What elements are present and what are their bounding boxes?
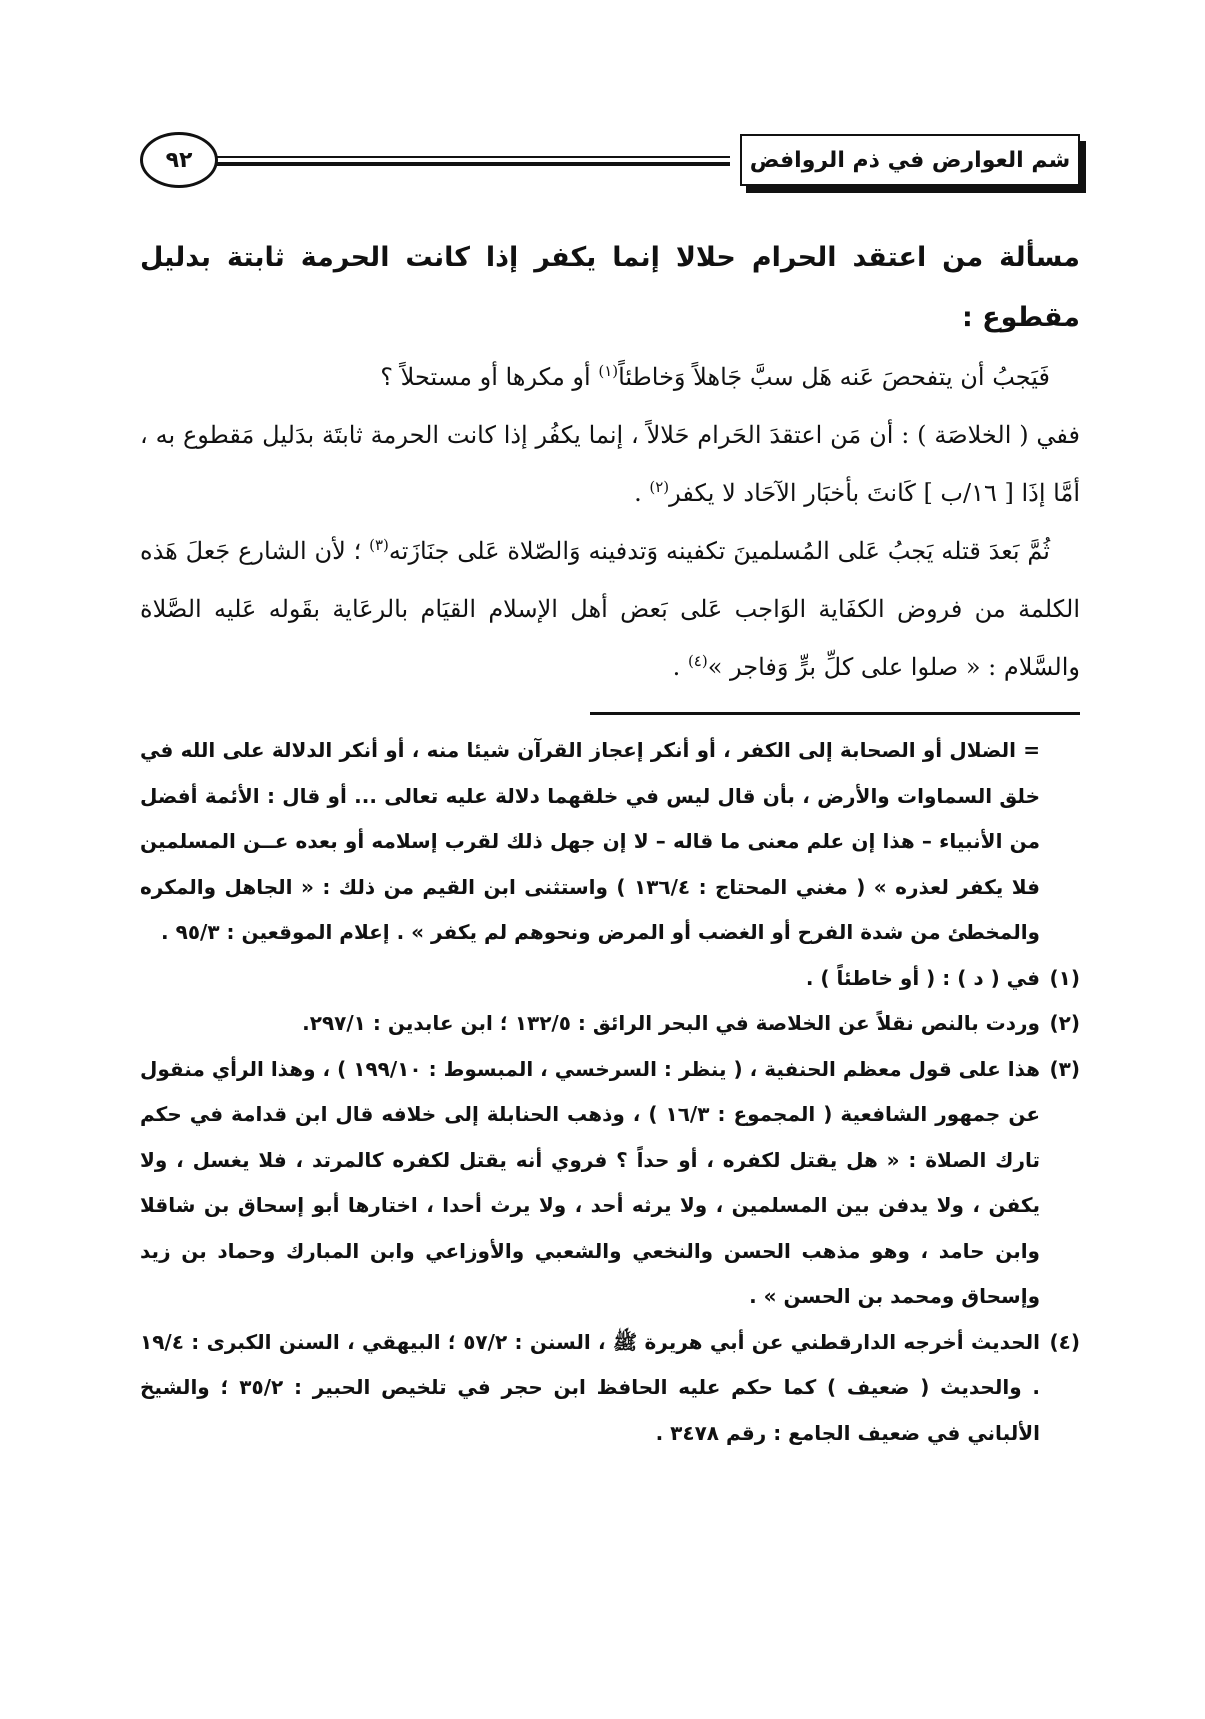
page-number: ٩٢ (165, 147, 193, 173)
footnote-ref-1[interactable]: (١) (598, 362, 619, 380)
footnote-1 (140, 956, 1080, 1002)
footnote-separator (590, 712, 1080, 715)
paragraph-1 (140, 348, 1080, 406)
footnote-1-label: (١) (1049, 965, 1080, 990)
footnote-continuation: = الضلال أو الصحابة إلى الكفر ، أو أنكر إعجاز القرآن شيئا منه ، أو أنكر الدلالة على الله في خلق السماوات والأرض ، بأن قال ليس في خلقهما دلالة عليه تعالى ... أو قال : الأئمة أفضل من الأنبياء – هذا إن علم معنى ما قاله – لا إن جهل ذلك لقرب إسلامه أو بعده عــن المسلمين فلا يكفر لعذره » ( مغني المحتاج : ١٣٦/٤ ) واستثنى ابن القيم من ذلك : « الجاهل والمكره والمخطئ من شدة الفرح أو الغضب أو المرض ونحوهم لم يكفر » . إعلام الموقعين : ٩٥/٣ . (140, 738, 1040, 944)
paragraph-2-text-b: . (634, 479, 650, 507)
footnote-ref-4[interactable]: (٤) (687, 652, 708, 670)
running-title-box (740, 134, 1080, 186)
footnote-2 (140, 1001, 1080, 1047)
paragraph-2-text-a: ففي ( الخلاصَة ) : أن مَن اعتقدَ الحَرام حَلالاً ، إنما يكفُر إذا كانت الحرمة ثابتَة بدَليل مَقطوع به ، أمَّا إذَا [ ١٦/ب ] كَانتَ بأخبَار الآحَاد لا يكفر (140, 421, 1080, 507)
paragraph-3 (140, 522, 1080, 696)
footnote-3-text: هذا على قول معظم الحنفية ، ( ينظر : السرخسي ، المبسوط : ١٩٩/١٠ ) ، وهذا الرأي منقول عن جمهور الشافعية ( المجموع : ١٦/٣ ) ، وذهب الحنابلة إلى خلافه قال ابن قدامة في حكم تارك الصلاة : « هل يقتل لكفره ، أو حداً ؟ فروي أنه يقتل لكفره كالمرتد ، فلا يغسل ، ولا يكفن ، ولا يدفن بين المسلمين ، ولا يرثه أحد ، ولا يرث أحدا ، اختارها أبو إسحاق بن شاقلا وابن حامد ، وهو مذهب الحسن والنخعي والشعبي والأوزاعي وابن المبارك وحماد بن زيد وإسحاق ومحمد بن الحسن » . (140, 1056, 1041, 1308)
paragraph-3-text-a: ثُمَّ بَعدَ قتله يَجبُ عَلى المُسلمينَ تكفينه وَتدفينه وَالصّلاة عَلى جنَازَته (388, 537, 1050, 565)
footnote-ref-2[interactable]: (٢) (649, 478, 670, 496)
section-heading: مسألة من اعتقد الحرام حلالا إنما يكفر إذا كانت الحرمة ثابتة بدليل مقطوع : (140, 242, 1080, 333)
paragraph-2 (140, 406, 1080, 522)
footnote-2-label: (٢) (1049, 1011, 1080, 1035)
paragraph-1-text-b: أو مكرها أو مستحلاً ؟ (380, 363, 599, 391)
paragraph-3-text-c: . (672, 653, 688, 681)
main-text (140, 228, 1080, 696)
footnote-4 (140, 1320, 1080, 1457)
page-number-oval (140, 132, 218, 188)
footnote-2-text: وردت بالنص نقلاً عن الخلاصة في البحر الرائق : ١٣٢/٥ ؛ ابن عابدين : ٢٩٧/١. (302, 1011, 1040, 1035)
paragraph-3-text-b: ؛ لأن الشارع جَعلَ هَذه الكلمة من فروض الكفَاية الوَاجب عَلى بَعض أهل الإسلام القيَام بالرعَاية بقَوله عَليه الصَّلاة والسَّلام : « صلوا على كلِّ برٍّ وَفاجر » (140, 537, 1080, 681)
footnote-4-text: الحديث أخرجه الدارقطني عن أبي هريرة ﷺ ، السنن : ٥٧/٢ ؛ البيهقي ، السنن الكبرى : ١٩/٤ . والحديث ( ضعيف ) كما حكم عليه الحافظ ابن حجر في تلخيص الحبير : ٣٥/٢ ؛ والشيخ الألباني في ضعيف الجامع : رقم ٣٤٧٨ . (140, 1329, 1041, 1445)
footnote-3-label: (٣) (1049, 1056, 1080, 1081)
footnotes-area (140, 728, 1080, 1456)
paragraph-1-text-a: فَيَجبُ أن يتفحصَ عَنه هَل سبَّ جَاهلاً وَخاطئاً (618, 363, 1050, 391)
footnote-4-label: (٤) (1049, 1329, 1080, 1354)
page-header (140, 130, 1080, 210)
header-double-rule (210, 156, 730, 166)
running-title: شم العوارض في ذم الروافض (749, 147, 1071, 173)
footnote-1-text: في ( د ) : ( أو خاطئاً ) . (805, 965, 1040, 990)
footnote-3 (140, 1047, 1080, 1320)
footnote-ref-3[interactable]: (٣) (369, 536, 389, 554)
